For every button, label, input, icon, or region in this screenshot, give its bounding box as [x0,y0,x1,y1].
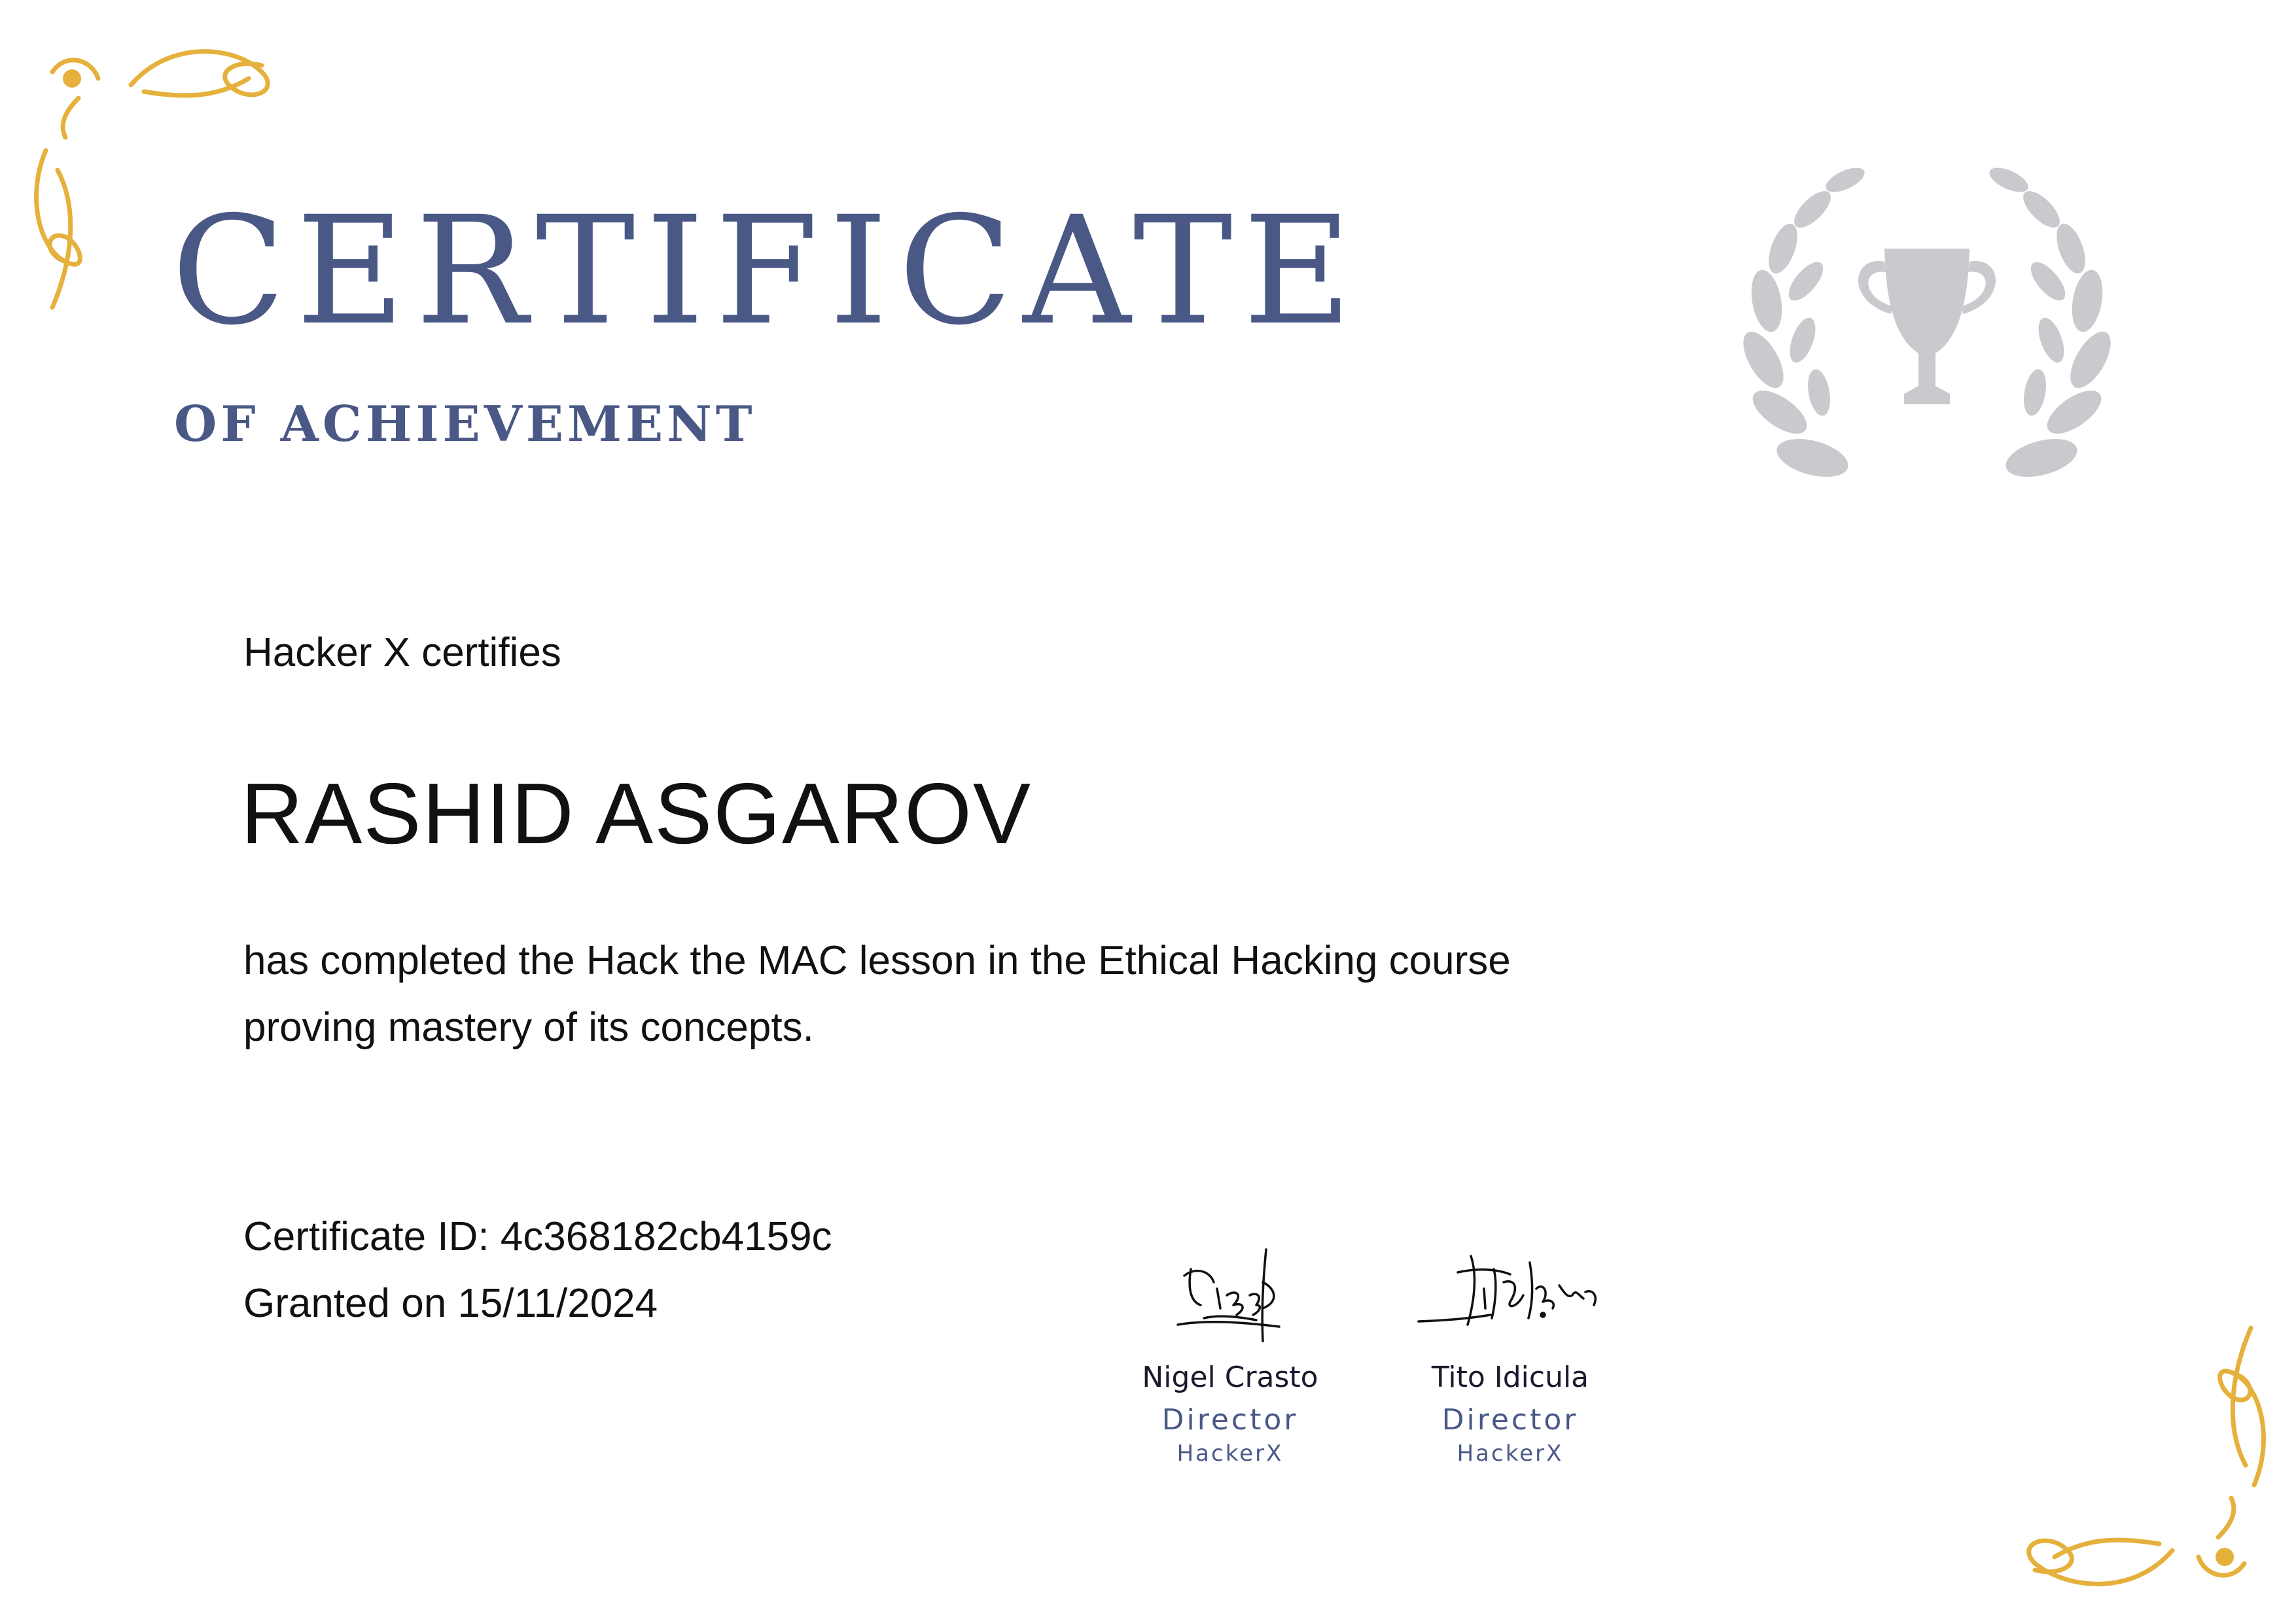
certificate-id: Certificate ID: 4c368182cb4159c [243,1214,832,1259]
certificate-meta [243,1204,832,1337]
trophy-laurel-icon [1727,150,2127,504]
signer-role: Director [1161,1403,1299,1437]
certificate-title: CERTIFICATE [171,184,1363,358]
issuer-line: Hacker X certifies [243,630,561,675]
corner-flourish-bottom-right [2029,1328,2264,1584]
signer-org: HackerX [1457,1440,1564,1467]
signer-name: Tito Idicula [1431,1361,1589,1394]
signature-block-2 [1399,1243,1621,1467]
signature-image [1165,1243,1296,1348]
signer-org: HackerX [1176,1440,1284,1467]
certificate-subtitle: OF ACHIEVEMENT [174,395,756,453]
signer-name: Nigel Crasto [1142,1361,1318,1394]
recipient-name: RASHID ASGAROV [241,765,1032,862]
signature-block-1 [1119,1243,1341,1467]
achievement-statement [243,928,1650,1061]
granted-date: Granted on 15/11/2024 [243,1281,658,1326]
statement-line-2: proving mastery of its concepts. [243,1005,814,1050]
signature-image [1412,1243,1608,1348]
signer-role: Director [1441,1403,1579,1437]
statement-line-1: has completed the Hack the MAC lesson in the Ethical Hacking course [243,938,1511,983]
